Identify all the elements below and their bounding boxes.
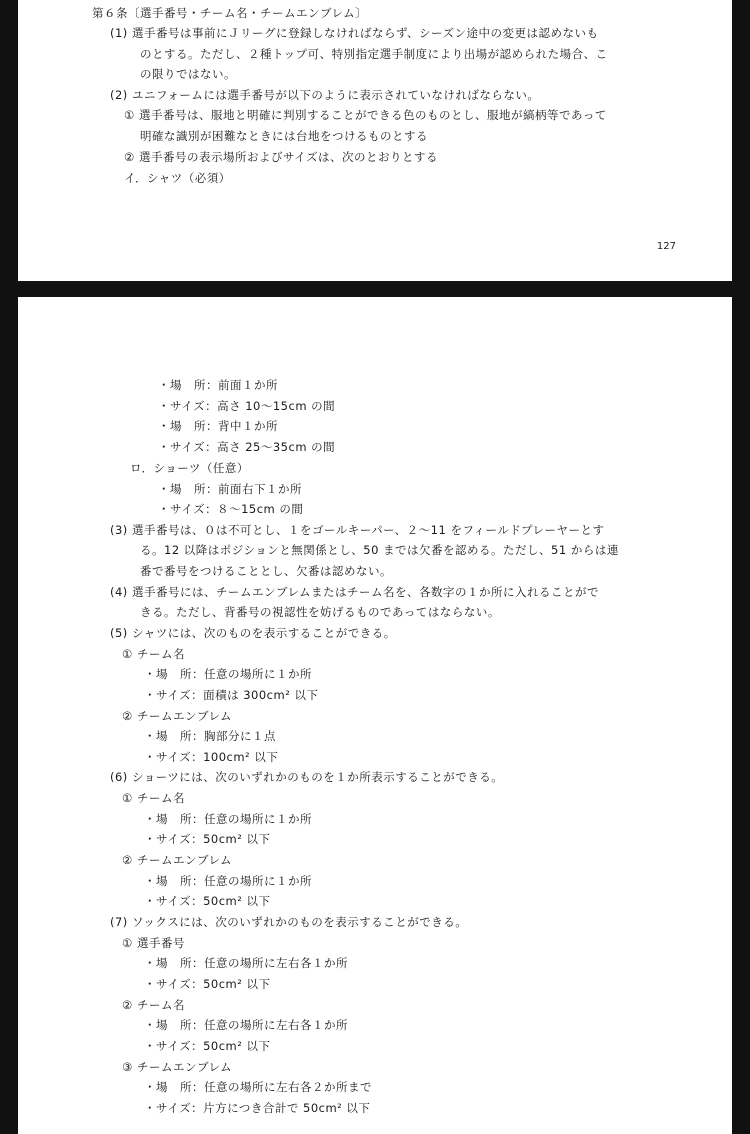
clause-7-emblem-location: ・場 所：任意の場所に左右各２か所まで: [144, 1080, 372, 1094]
clause-7-item-team-name: ② チーム名: [122, 998, 185, 1012]
clause-3-line-3: 番で番号をつけることとし、欠番は認めない。: [140, 564, 392, 578]
clause-1-line-3: の限りではない。: [140, 67, 236, 81]
shirt-front-location: ・場 所：前面１か所: [158, 378, 278, 392]
clause-5-item-emblem: ② チームエンブレム: [122, 709, 233, 723]
clause-6-emblem-location: ・場 所：任意の場所に１か所: [144, 874, 312, 888]
clause-7-number-size: ・サイズ：50cm² 以下: [144, 977, 271, 991]
clause-5-line-1: (5) シャツには、次のものを表示することができる。: [110, 626, 396, 640]
shirt-back-location: ・場 所：背中１か所: [158, 419, 278, 433]
document-page-1: [18, 0, 732, 281]
clause-2-item-1-cont: 明確な識別が困難なときには台地をつけるものとする: [140, 129, 428, 143]
clause-1-line-2: のとする。ただし、２種トップ可、特別指定選手制度により出場が認められた場合、こ: [140, 47, 608, 61]
clause-7-number-location: ・場 所：任意の場所に左右各１か所: [144, 956, 348, 970]
clause-7-name-size: ・サイズ：50cm² 以下: [144, 1039, 271, 1053]
clause-5-item-team-name: ① チーム名: [122, 647, 185, 661]
clause-7-item-number: ① 選手番号: [122, 936, 185, 950]
clause-6-line-1: (6) ショーツには、次のいずれかのものを１か所表示することができる。: [110, 770, 504, 784]
document-page-2: [18, 297, 732, 1134]
page-number: 127: [656, 241, 676, 252]
clause-7-emblem-size: ・サイズ：片方につき合計で 50cm² 以下: [144, 1101, 371, 1115]
clause-5-name-size: ・サイズ：面積は 300cm² 以下: [144, 688, 319, 702]
clause-3-line-1: (3) 選手番号は、０は不可とし、１をゴールキーパー、２〜11 をフィールドプレーヤーとす: [110, 523, 605, 537]
clause-5-emblem-location: ・場 所：胸部分に１点: [144, 729, 276, 743]
clause-6-name-location: ・場 所：任意の場所に１か所: [144, 812, 312, 826]
shorts-subheading: ロ．ショーツ（任意）: [130, 461, 249, 475]
clause-3-line-2: る。12 以降はポジションと無関係とし、50 までは欠番を認める。ただし、51 からは連: [140, 543, 619, 557]
clause-7-line-1: (7) ソックスには、次のいずれかのものを表示することができる。: [110, 915, 468, 929]
clause-5-emblem-size: ・サイズ：100cm² 以下: [144, 750, 279, 764]
clause-6-item-team-name: ① チーム名: [122, 791, 185, 805]
clause-1-line-1: (1) 選手番号は事前にＪリーグに登録しなければならず、シーズン途中の変更は認めないも: [110, 26, 599, 40]
shorts-size: ・サイズ：８〜15cm の間: [158, 502, 304, 516]
clause-2-item-2: ② 選手番号の表示場所およびサイズは、次のとおりとする: [124, 150, 439, 164]
clause-7-item-emblem: ③ チームエンブレム: [122, 1060, 233, 1074]
clause-4-line-2: きる。ただし、背番号の視認性を妨げるものであってはならない。: [140, 605, 500, 619]
clause-2-item-1: ① 選手番号は、服地と明確に判別することができる色のものとし、服地が縞柄等であって: [124, 108, 607, 122]
clause-4-line-1: (4) 選手番号には、チームエンブレムまたはチーム名を、各数字の１か所に入れることがで: [110, 585, 600, 599]
clause-6-item-emblem: ② チームエンブレム: [122, 853, 233, 867]
clause-2-line-1: (2) ユニフォームには選手番号が以下のように表示されていなければならない。: [110, 88, 540, 102]
clause-6-name-size: ・サイズ：50cm² 以下: [144, 832, 271, 846]
clause-6-emblem-size: ・サイズ：50cm² 以下: [144, 894, 271, 908]
article-heading: 第６条〔選手番号・チーム名・チームエンブレム〕: [92, 6, 368, 20]
shorts-location: ・場 所：前面右下１か所: [158, 482, 302, 496]
shirt-back-size: ・サイズ：高さ 25〜35cm の間: [158, 440, 336, 454]
shirt-subheading: イ．シャツ（必須）: [124, 171, 231, 185]
shirt-front-size: ・サイズ：高さ 10〜15cm の間: [158, 399, 336, 413]
clause-7-name-location: ・場 所：任意の場所に左右各１か所: [144, 1018, 348, 1032]
clause-5-name-location: ・場 所：任意の場所に１か所: [144, 667, 312, 681]
